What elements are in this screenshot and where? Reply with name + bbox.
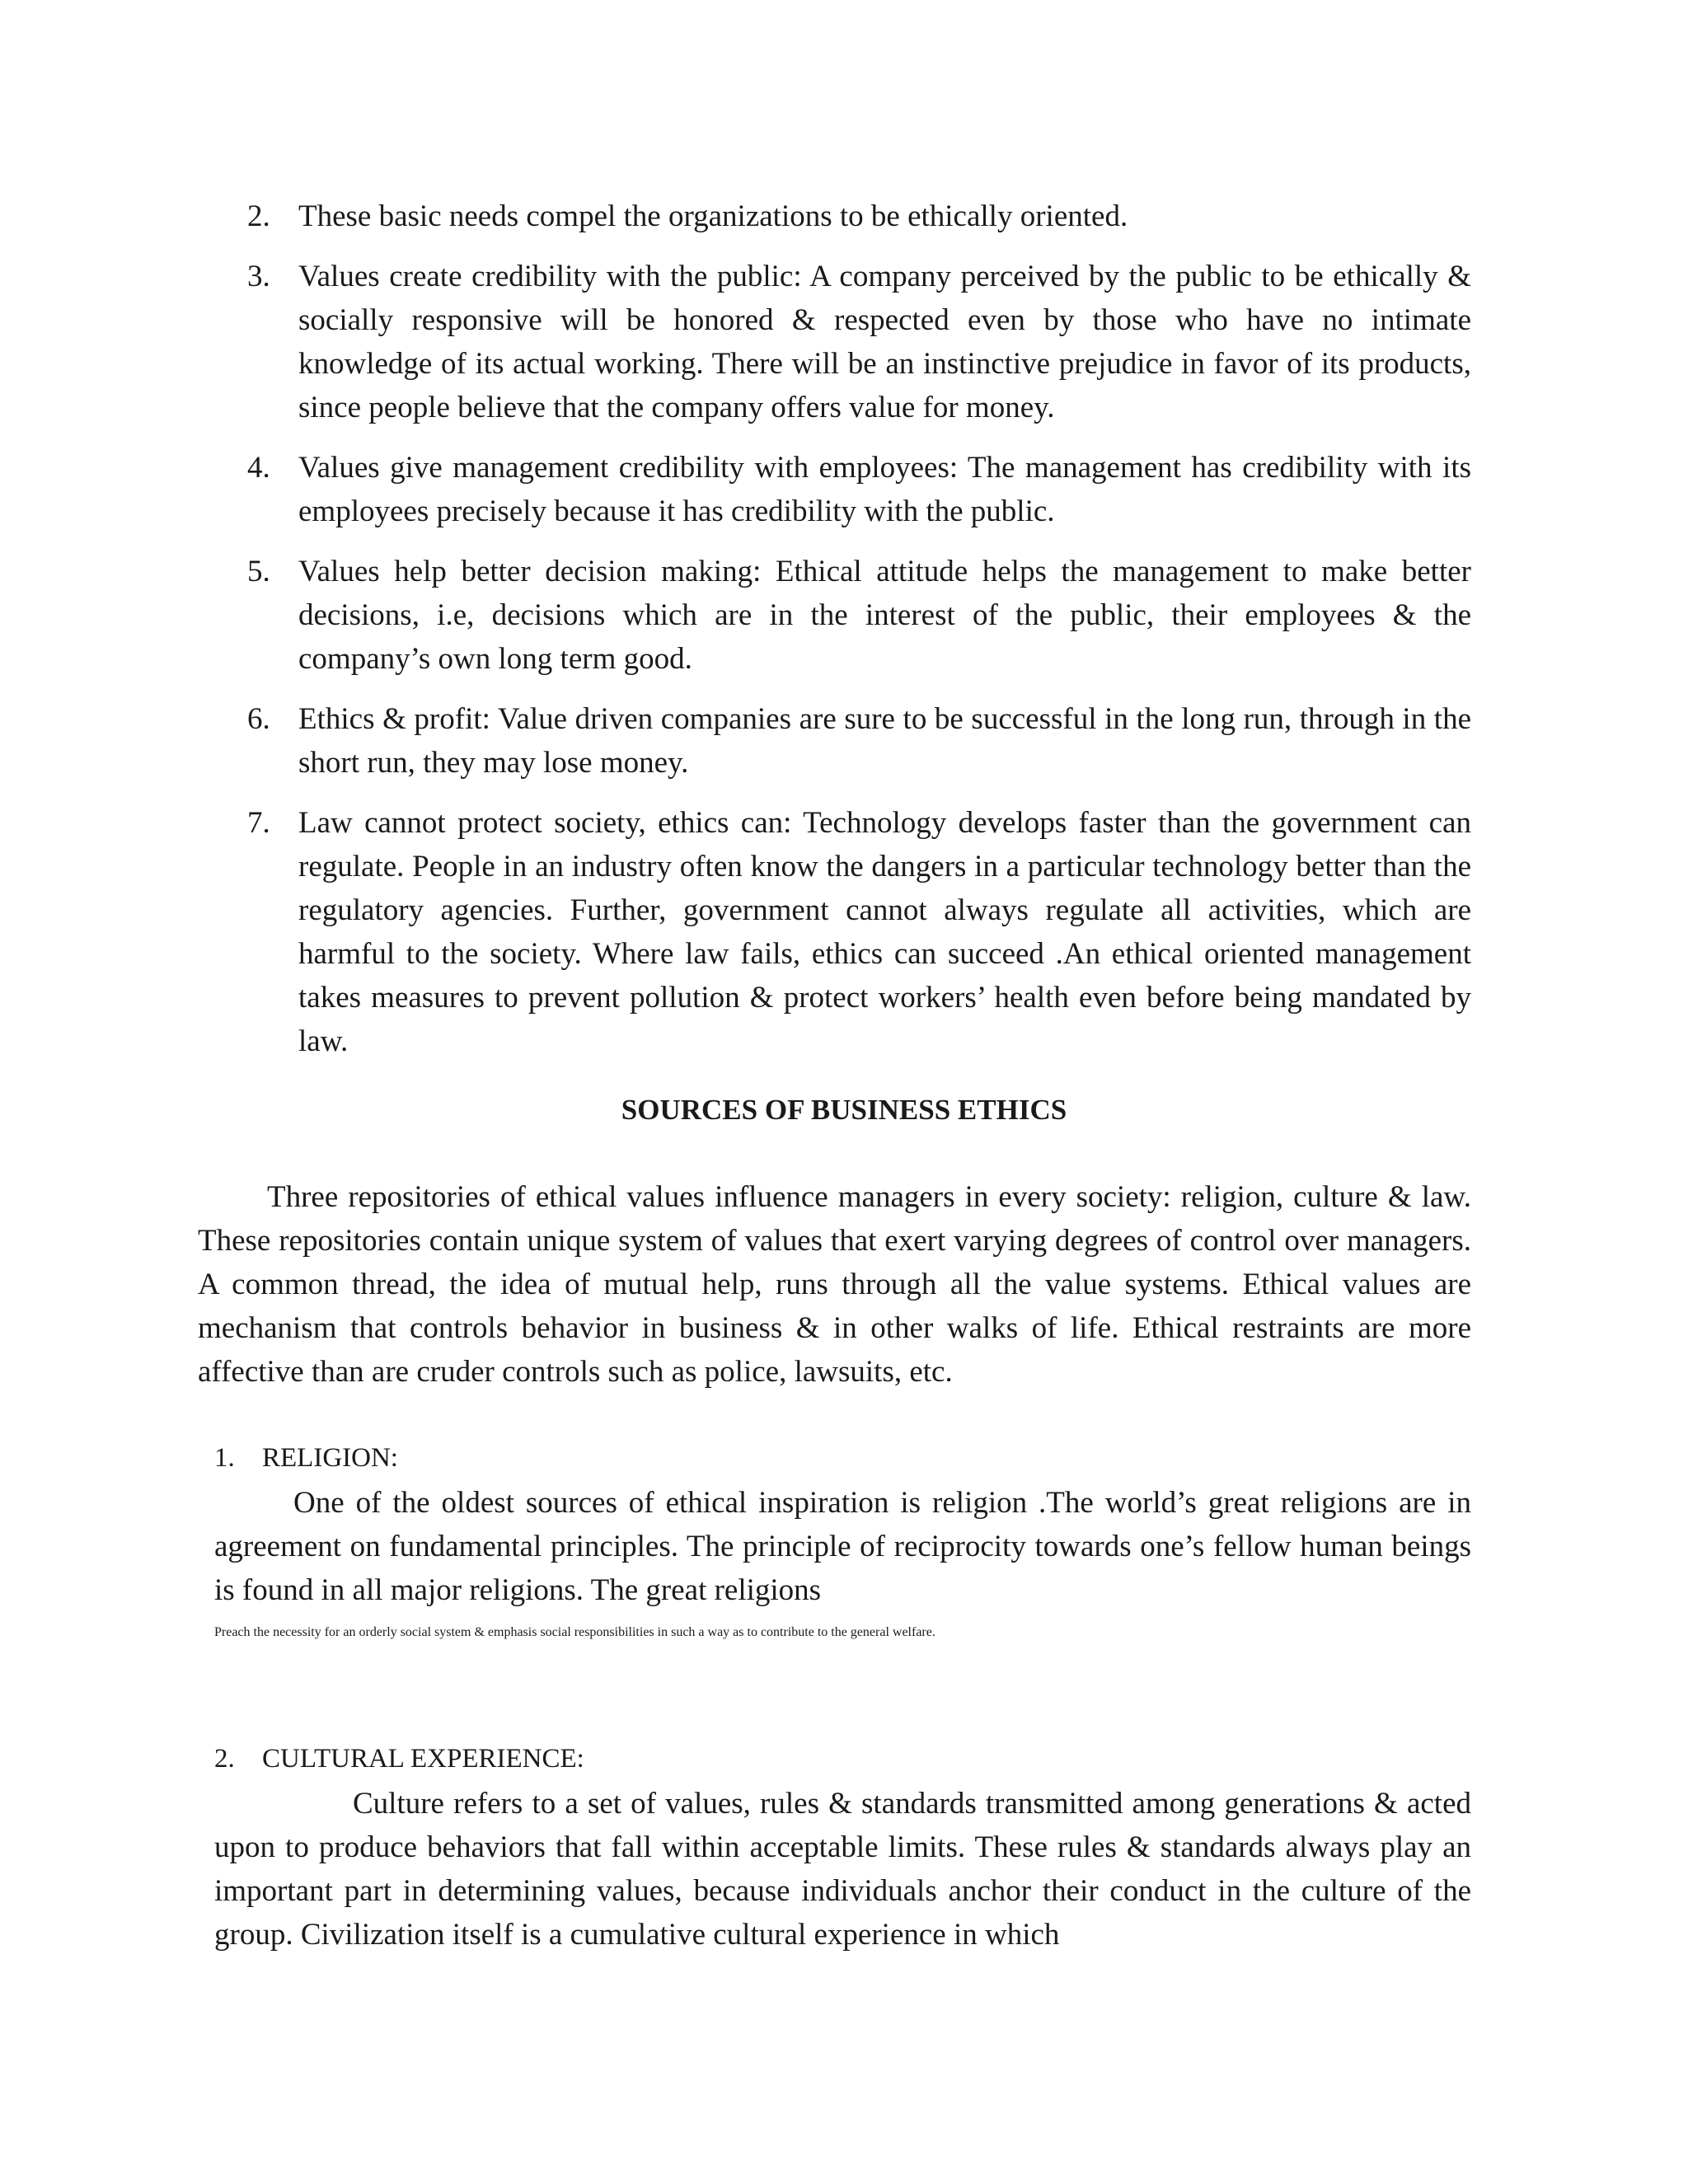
list-item-number: 7. bbox=[247, 806, 270, 840]
intro-paragraph: Three repositories of ethical values influence managers in every society: religion, culture & law. These repositories contain unique system of values that exert varying degrees of control over managers. A common thread, the idea of mutual help, runs through all the value systems. Ethical values are mechanism that controls behavior in business & in other walks of life. Ethical restraints are more affective than are cruder controls such as police, lawsuits, etc. bbox=[198, 1180, 1471, 1389]
religion-section bbox=[214, 1440, 1471, 1653]
list-item-text: Values help better decision making: Ethical attitude helps the management to make better decisions, i.e, decisions which are in the interest of the public, their employees & the company’s own long term good. bbox=[298, 555, 1471, 676]
religion-paragraph-1: One of the oldest sources of ethical inspiration is religion .The world’s great religions are in agreement on fundamental principles. The principle of reciprocity towards one’s fellow human beings is found in all major religions. The great religions bbox=[214, 1486, 1471, 1607]
list-item bbox=[247, 550, 1471, 681]
culture-paragraph: Culture refers to a set of values, rules & standards transmitted among generations & acted upon to produce behaviors that fall within acceptable limits. These rules & standards always play an important part in determining values, because individuals anchor their conduct in the culture of the group. Civilization itself is a cumulative cultural experience in which bbox=[214, 1787, 1471, 1952]
list-item-text: Values give management credibility with employees: The management has credibility with its employees precisely because it has credibility with the public. bbox=[298, 451, 1471, 528]
religion-title-text: RELIGION: bbox=[262, 1443, 398, 1473]
religion-number: 1. bbox=[214, 1443, 235, 1473]
list-item-number: 5. bbox=[247, 555, 270, 588]
culture-title-text: CULTURAL EXPERIENCE: bbox=[262, 1744, 584, 1774]
list-item-text: These basic needs compel the organizations to be ethically oriented. bbox=[298, 199, 1128, 233]
list-item-text: Values create credibility with the public: A company perceived by the public to be ethically & socially responsive will be honored & respected even by those who have no intimate knowledge of its actual working. There will be an instinctive prejudice in favor of its products, since people believe that the company offers value for money. bbox=[298, 260, 1471, 424]
culture-number: 2. bbox=[214, 1744, 235, 1774]
list-item-number: 3. bbox=[247, 260, 270, 293]
list-item-text: Law cannot protect society, ethics can: Technology develops faster than the government can regulate. People in an industry often know the dangers in a particular technology better than the regulatory agencies. Further, government cannot always regulate all activities, which are harmful to the society. Where law fails, ethics can succeed .An ethical oriented management takes measures to prevent pollution & protect workers’ health even before being mandated by law. bbox=[298, 806, 1471, 1058]
list-item bbox=[247, 801, 1471, 1063]
list-item-number: 4. bbox=[247, 451, 270, 485]
culture-section bbox=[214, 1741, 1471, 1957]
section-heading: SOURCES OF BUSINESS ETHICS bbox=[621, 1094, 1067, 1126]
list-item bbox=[247, 194, 1471, 238]
list-item-text: Ethics & profit: Value driven companies are sure to be successful in the long run, through in the short run, they may lose money. bbox=[298, 702, 1471, 780]
list-item bbox=[247, 697, 1471, 785]
list-item bbox=[247, 446, 1471, 533]
list-item-number: 6. bbox=[247, 702, 270, 736]
religion-paragraph-2: Preach the necessity for an orderly social system & emphasis social responsibilities in such a way as to contribute to the general welfare. bbox=[214, 1625, 935, 1639]
ethics-benefits-list bbox=[247, 194, 1471, 1080]
list-item-number: 2. bbox=[247, 199, 270, 233]
religion-title bbox=[214, 1440, 1471, 1476]
culture-title bbox=[214, 1741, 1471, 1777]
list-item bbox=[247, 255, 1471, 429]
